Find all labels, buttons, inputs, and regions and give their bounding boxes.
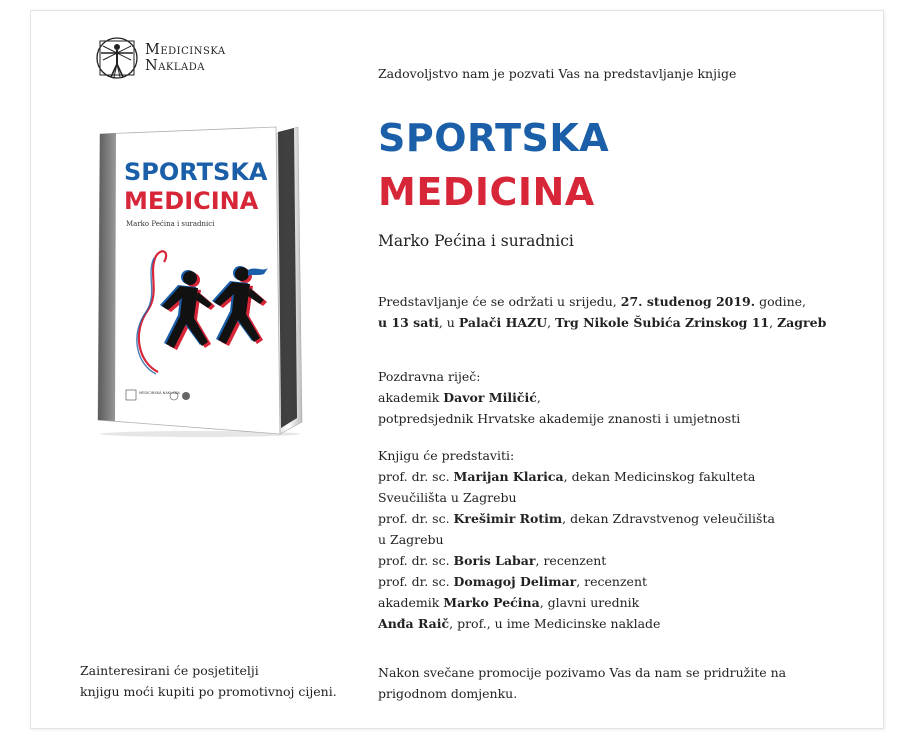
- event-venue: Palači HAZU: [458, 315, 548, 330]
- event-city: Zagreb: [777, 315, 827, 330]
- presenters-section: [378, 445, 775, 634]
- greeting-heading: Pozdravna riječ:: [378, 369, 481, 384]
- event-details: Predstavljanje će se održati u srijedu, 27. studenog 2019. godine, u 13 sati, u Palači HAZU, Trg Nikole Šubića Zrinskog 11, Zagreb: [378, 294, 827, 330]
- publisher-line2: Naklada: [145, 58, 205, 74]
- presenter-line: akademik Marko Pećina, glavni urednik: [378, 595, 640, 610]
- publisher-name: [145, 42, 226, 74]
- book-title-line1: SPORTSKA: [378, 116, 610, 160]
- purchase-note: Zainteresirani će posjetitelji knjigu moći kupiti po promotivnoj cijeni.: [80, 663, 337, 699]
- intro-text: Zadovoljstvo nam je pozvati Vas na predstavljanje knjige: [378, 66, 737, 81]
- presenters-heading: Knjigu će predstaviti:: [378, 448, 515, 463]
- publisher-logo: [95, 36, 226, 80]
- presenter-line: prof. dr. sc. Marijan Klarica, dekan Medicinskog fakulteta: [378, 469, 756, 484]
- publisher-line1: Medicinska: [145, 42, 226, 58]
- presenter-line: prof. dr. sc. Domagoj Delimar, recenzent: [378, 574, 648, 589]
- cover-title2: MEDICINA: [124, 187, 259, 215]
- cover-author: Marko Pećina i suradnici: [126, 220, 215, 228]
- presenter-line: Anđa Raič, prof., u ime Medicinske naklade: [378, 616, 661, 631]
- presenter-line: prof. dr. sc. Boris Labar, recenzent: [378, 553, 607, 568]
- cover-title1: SPORTSKA: [124, 158, 268, 186]
- event-address: Trg Nikole Šubića Zrinskog 11: [555, 315, 770, 330]
- presenter-line: u Zagrebu: [378, 532, 444, 547]
- cover-publisher: MEDICINSKA NAKLADA: [139, 391, 180, 395]
- book-title-line2: MEDICINA: [378, 170, 595, 214]
- event-time: u 13 sati: [378, 315, 439, 330]
- closing-text: Nakon svečane promocije pozivamo Vas da nam se pridružite na prigodnom domjenku.: [378, 665, 787, 701]
- presenter-line: Sveučilišta u Zagrebu: [378, 490, 517, 505]
- greeting-section: Pozdravna riječ: akademik Davor Miličić, potpredsjednik Hrvatske akademije znanosti i umjetnosti: [378, 366, 740, 429]
- event-date: 27. studenog 2019.: [620, 294, 756, 309]
- greeting-role: potpredsjednik Hrvatske akademije znanosti i umjetnosti: [378, 411, 741, 426]
- greeting-name: Davor Miličić: [443, 390, 537, 405]
- presenter-line: prof. dr. sc. Krešimir Rotim, dekan Zdravstvenog veleučilišta: [378, 511, 775, 526]
- vitruvian-man-icon: [95, 36, 139, 80]
- book-cover: [90, 122, 305, 441]
- book-author: Marko Pećina i suradnici: [378, 232, 574, 250]
